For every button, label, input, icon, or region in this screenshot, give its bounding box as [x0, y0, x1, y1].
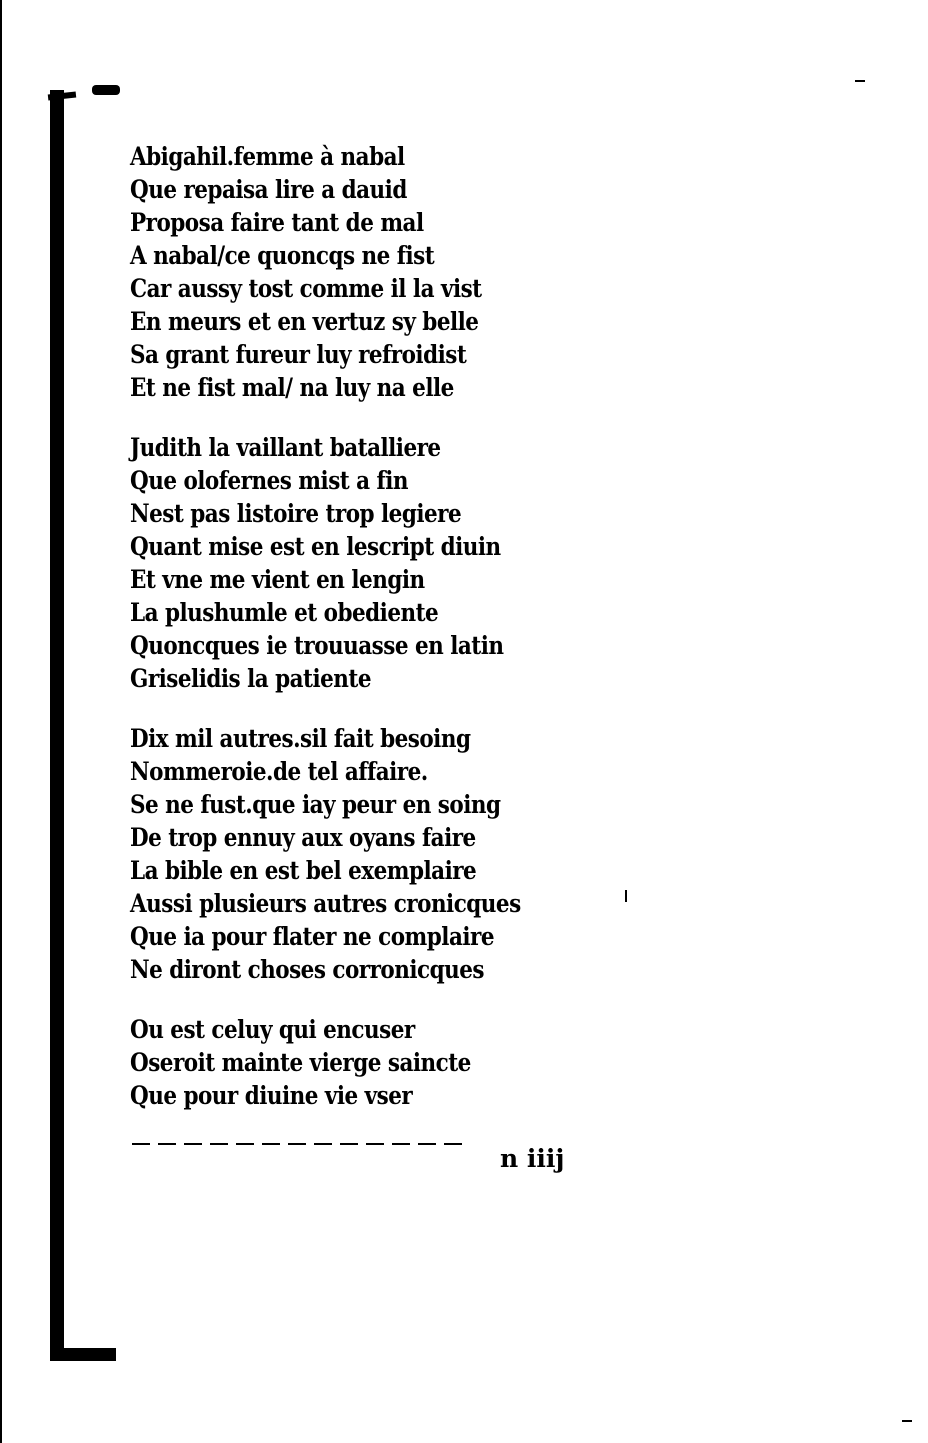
verse-line: Nest pas listoire trop legiere [130, 499, 462, 528]
verse-line: Car aussy tost comme il la vist [130, 274, 482, 303]
verse-line: Que ia pour flater ne complaire [130, 922, 494, 951]
verse-line: La bible en est bel exemplaire [130, 856, 477, 885]
verse-line: Quoncques ie trouuasse en latin [130, 631, 504, 660]
binding-bar [50, 90, 64, 1360]
poem-text [130, 140, 610, 1139]
verse-line: Nommeroie.de tel affaire. [130, 757, 428, 786]
stanza [130, 1013, 610, 1112]
verse-line: Judith la vaillant batalliere [130, 433, 441, 462]
ink-speck [625, 890, 627, 902]
verse-line: De trop ennuy aux oyans faire [130, 823, 476, 852]
verse-line: Que repaisa lire a dauid [130, 175, 407, 204]
verse-line: En meurs et en vertuz sy belle [130, 307, 479, 336]
verse-line: Oseroit mainte vierge saincte [130, 1048, 471, 1077]
ink-speck [855, 80, 865, 82]
print-underline [132, 1143, 462, 1145]
stanza [130, 140, 610, 404]
verse-line: Que pour diuine vie vser [130, 1081, 413, 1110]
page-edge [0, 0, 2, 1443]
verse-line: Ou est celuy qui encuser [130, 1015, 415, 1044]
verse-line: Se ne fust.que iay peur en soing [130, 790, 501, 819]
verse-line: Ne diront choses corronicques [130, 955, 484, 984]
stanza [130, 431, 610, 695]
verse-line: Et ne fist mal/ na luy na elle [130, 373, 454, 402]
verse-line: A nabal/ce quoncqs ne fist [130, 241, 435, 270]
verse-line: Griselidis la patiente [130, 664, 371, 693]
verse-line: Abigahil.femme à nabal [130, 142, 405, 171]
verse-line: Proposa faire tant de mal [130, 208, 424, 237]
binding-bar-foot [50, 1348, 116, 1361]
verse-line: Et vne me vient en lengin [130, 565, 425, 594]
signature-mark: n iiij [500, 1144, 565, 1173]
verse-line: Que olofernes mist a fin [130, 466, 409, 495]
ink-mark [92, 85, 120, 95]
verse-line: Sa grant fureur luy refroidist [130, 340, 467, 369]
ink-speck [902, 1420, 912, 1422]
verse-line: Dix mil autres.sil fait besoing [130, 724, 471, 753]
stanza [130, 722, 610, 986]
verse-line: La plushumle et obediente [130, 598, 439, 627]
verse-line: Aussi plusieurs autres cronicques [130, 889, 521, 918]
verse-line: Quant mise est en lescript diuin [130, 532, 501, 561]
